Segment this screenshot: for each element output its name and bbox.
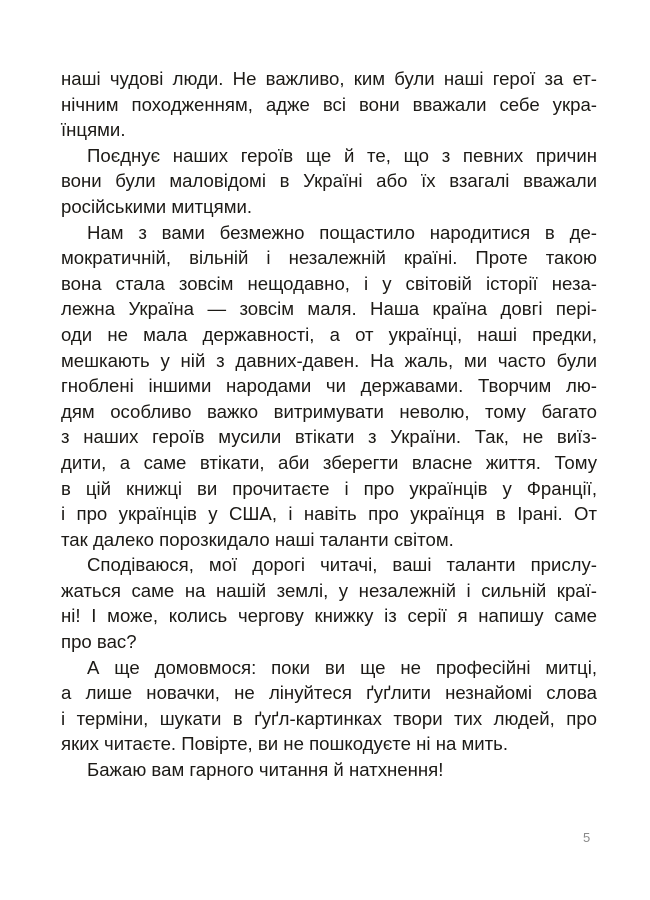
text-line: а лише новачки, не лінуйтеся ґуґлити незнайомі слова [61, 682, 597, 704]
text-line: вони були маловідомі в Україні або їх взагалі вважали [61, 170, 597, 192]
text-line: і терміни, шукати в ґуґл-картинках твори тих людей, про [61, 707, 597, 729]
text-line: їнцями. [61, 119, 126, 141]
text-line: про вас? [61, 631, 137, 653]
text-line: Сподіваюся, мої дорогі читачі, ваші таланти прислу- [87, 554, 597, 576]
text-line: яких читаєте. Повірте, ви не пошкодуєте ні на мить. [61, 733, 509, 755]
text-line: мешкають у ній з давних-давен. На жаль, ми часто були [61, 349, 597, 371]
text-line: в цій книжці ви прочитаєте і про українців у Франції, [61, 477, 597, 499]
text-line: жаться саме на нашій землі, у незалежній і сильній краї- [61, 579, 597, 601]
text-line: гноблені іншими народами чи державами. Творчим лю- [61, 375, 597, 397]
text-line: так далеко порозкидало наші таланти світом. [61, 528, 454, 550]
text-line: лежна Україна — зовсім маля. Наша країна довгі пері- [61, 298, 597, 320]
text-line: наші чудові люди. Не важливо, ким були наші герої за ет- [61, 68, 597, 89]
text-line: і про українців у США, і навіть про українця в Ірані. От [61, 503, 597, 525]
text-line: дям особливо важко витримувати неволю, тому багато [61, 400, 597, 422]
text-line: оди не мала державності, а от українці, наші предки, [61, 323, 597, 345]
text-line: ні! І може, колись чергову книжку із серії я напишу саме [61, 605, 597, 627]
text-line: вона стала зовсім нещодавно, і у світовій історії неза- [61, 272, 597, 294]
page-body-text [61, 66, 597, 783]
text-line: дити, а саме втікати, аби зберегти власне життя. Тому [61, 451, 597, 473]
text-line: Поєднує наших героїв ще й те, що з певних причин [87, 144, 597, 166]
text-line: Нам з вами безмежно пощастило народитися в де- [87, 221, 597, 243]
text-line: мократичній, вільній і незалежній країні. Проте такою [61, 247, 597, 269]
text-line: А ще домовмося: поки ви ще не професійні митці, [87, 656, 597, 678]
text-line: Бажаю вам гарного читання й натхнення! [87, 759, 444, 781]
page-number: 5 [583, 830, 591, 845]
text-line: російськими митцями. [61, 195, 253, 217]
text-line: з наших героїв мусили втікати з України. Так, не виїз- [61, 426, 597, 448]
text-line: нічним походженням, адже всі вони вважали себе укра- [61, 93, 597, 115]
